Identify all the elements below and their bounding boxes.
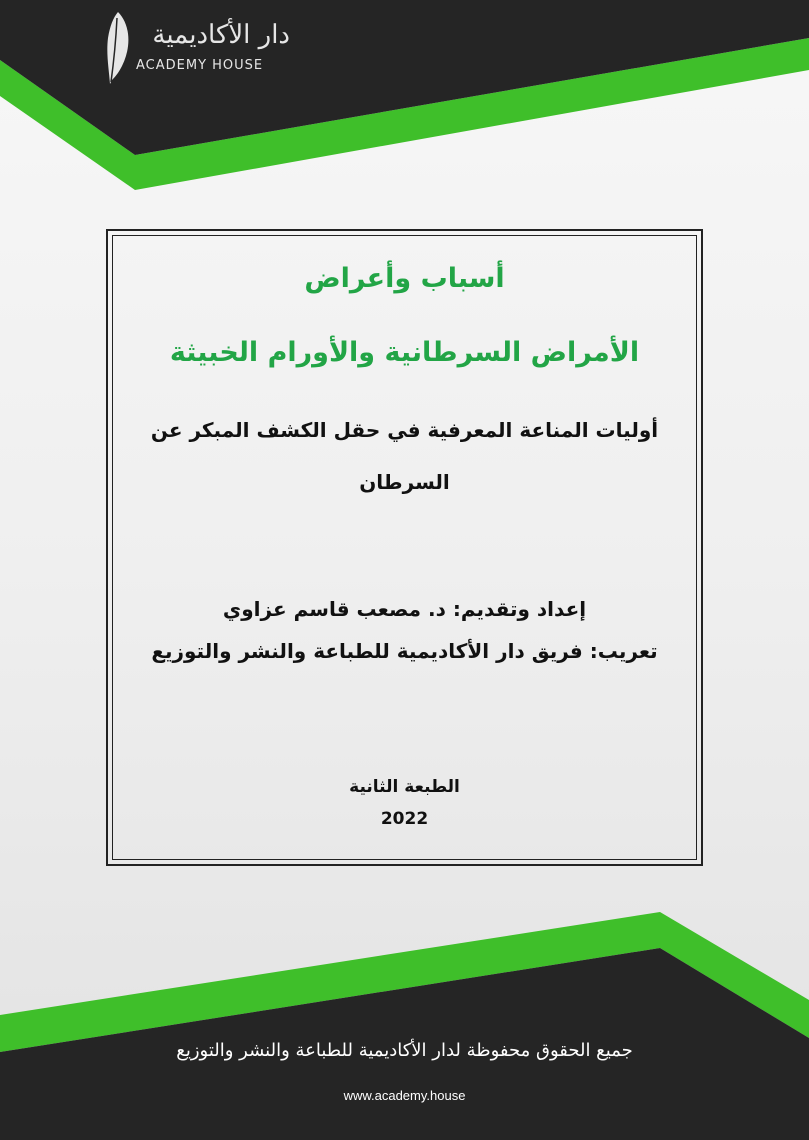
- website-url: www.academy.house: [343, 1088, 466, 1103]
- edition-label: الطبعة الثانية: [349, 777, 460, 797]
- author-line: إعداد وتقديم: د. مصعب قاسم عزاوي: [222, 597, 587, 621]
- title-line-2: الأمراض السرطانية والأورام الخبيثة: [169, 337, 640, 368]
- subtitle-line-2: السرطان: [359, 470, 450, 494]
- copyright-notice: جميع الحقوق محفوظة لدار الأكاديمية للطباعة والنشر والتوزيع: [176, 1040, 633, 1061]
- title-frame: [106, 229, 703, 866]
- publisher-logo: [100, 6, 290, 86]
- translation-line: تعريب: فريق دار الأكاديمية للطباعة والنشر والتوزيع: [151, 639, 658, 663]
- feather-icon: [100, 10, 134, 86]
- logo-arabic-text: دار الأكاديمية: [152, 20, 290, 50]
- logo-english-text: ACADEMY HOUSE: [136, 58, 264, 73]
- title-line-1: أسباب وأعراض: [304, 263, 505, 294]
- edition-year: 2022: [380, 809, 429, 829]
- subtitle-line-1: أوليات المناعة المعرفية في حقل الكشف المبكر عن: [150, 418, 659, 442]
